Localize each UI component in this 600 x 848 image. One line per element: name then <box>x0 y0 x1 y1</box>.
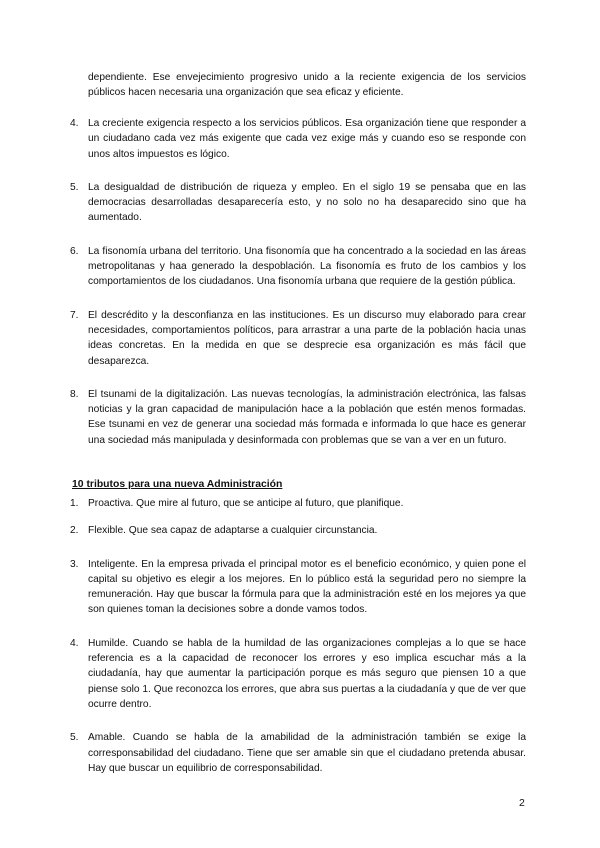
list-item <box>70 116 526 162</box>
list-item-text: Proactiva. Que mire al futuro, que se anticipe al futuro, que planifique. <box>88 498 404 509</box>
list-item <box>70 308 526 369</box>
tributes-list <box>70 496 526 776</box>
list-item <box>70 180 526 226</box>
continuation-text: dependiente. Ese envejecimiento progresivo unido a la reciente exigencia de los servicios públicos hacen necesaria una organización que sea eficaz y eficiente. <box>88 72 526 99</box>
continuation-block <box>88 70 526 101</box>
list-item-number: 3. <box>70 558 79 570</box>
list-item-text: La fisonomía urbana del territorio. Una fisonomía que ha concentrado a la sociedad en las áreas metropolitanas y haa generado la despoblación. La fisonomía es fruto de los cambios y los comportamientos de los ciudadanos. Una fisonomía urbana que requiere de la gestión pública. <box>88 245 526 288</box>
page-number: 2 <box>519 797 525 809</box>
continuation-paragraph <box>88 70 526 101</box>
list-item <box>70 496 526 511</box>
list-item-number: 2. <box>70 525 79 537</box>
list-item-text: Amable. Cuando se habla de la amabilidad de la administración también se exige la corresponsabilidad del ciudadano. Tiene que ser amable sin que el ciudadano pretenda abusar. Hay que buscar un equilibrio de corresponsabilidad. <box>88 732 526 774</box>
list-item-text: El tsunami de la digitalización. Las nuevas tecnologías, la administración electrónica, las falsas noticias y la gran capacidad de manipulación hace a la población que estén menos formadas. Ese tsunami en vez de generar una sociedad más formada e informada lo que hace es generar una sociedad más manipulada y desinformada con problemas que se van a ver en un futuro. <box>88 388 526 446</box>
list-item <box>70 557 526 618</box>
list-item-number: 8. <box>70 388 79 400</box>
list-item-text: La desigualdad de distribución de riqueza y empleo. En el siglo 19 se pensaba que en las democracias desarrolladas desaparecería esto, y no solo no ha desaparecido sino que ha aumentado. <box>88 181 526 224</box>
challenge-list <box>70 116 526 448</box>
list-item-number: 5. <box>70 732 79 744</box>
list-item-text: El descrédito y la desconfianza en las instituciones. Es un discurso muy elaborado para crear necesidades, comportamientos políticos, para arrastrar a una parte de la población hacia unas ideas concretas. En la medida en que se desprecie esa organización es más fácil que desaparezca. <box>88 309 526 367</box>
list-item-number: 6. <box>70 245 79 257</box>
list-item <box>70 387 526 448</box>
list-item <box>70 244 526 290</box>
list-item-number: 1. <box>70 498 79 509</box>
list-item <box>70 523 526 538</box>
list-item-number: 5. <box>70 181 79 193</box>
list-item-text: Humilde. Cuando se habla de la humildad de las organizaciones complejas a lo que se hace referencia es a la capacidad de reconocer los errores y eso implica escuchar más a la ciudadanía, hay que aumentar la participación porque es más seguro que piensen 10 a que piense solo 1. Que reconozca los errores, que abra sus puertas a la ciudadanía y que de ver que ocurre dentro. <box>88 637 526 710</box>
section-heading: 10 tributos para una nueva Administración <box>72 479 283 490</box>
list-item <box>70 636 526 712</box>
list-item-text: La creciente exigencia respecto a los servicios públicos. Esa organización tiene que responder a un ciudadano cada vez más exigente que cada vez exige más y cuando eso se responde con unos altos impuestos es lógico. <box>88 118 526 160</box>
list-item-text: Inteligente. En la empresa privada el principal motor es el beneficio económico, y quien pone el capital su objetivo es elegir a los mejores. En lo público está la seguridad pero no siempre la remuneración. Hay que buscar la fórmula para que la administración esté en los mejores ya que son quienes toman la decisiones sobre a donde vamos todos. <box>88 558 526 616</box>
list-item-text: Flexible. Que sea capaz de adaptarse a cualquier circunstancia. <box>88 525 378 537</box>
list-item-number: 4. <box>70 637 79 649</box>
list-item <box>70 730 526 776</box>
list-item-number: 4. <box>70 118 79 129</box>
list-item-number: 7. <box>70 309 79 321</box>
